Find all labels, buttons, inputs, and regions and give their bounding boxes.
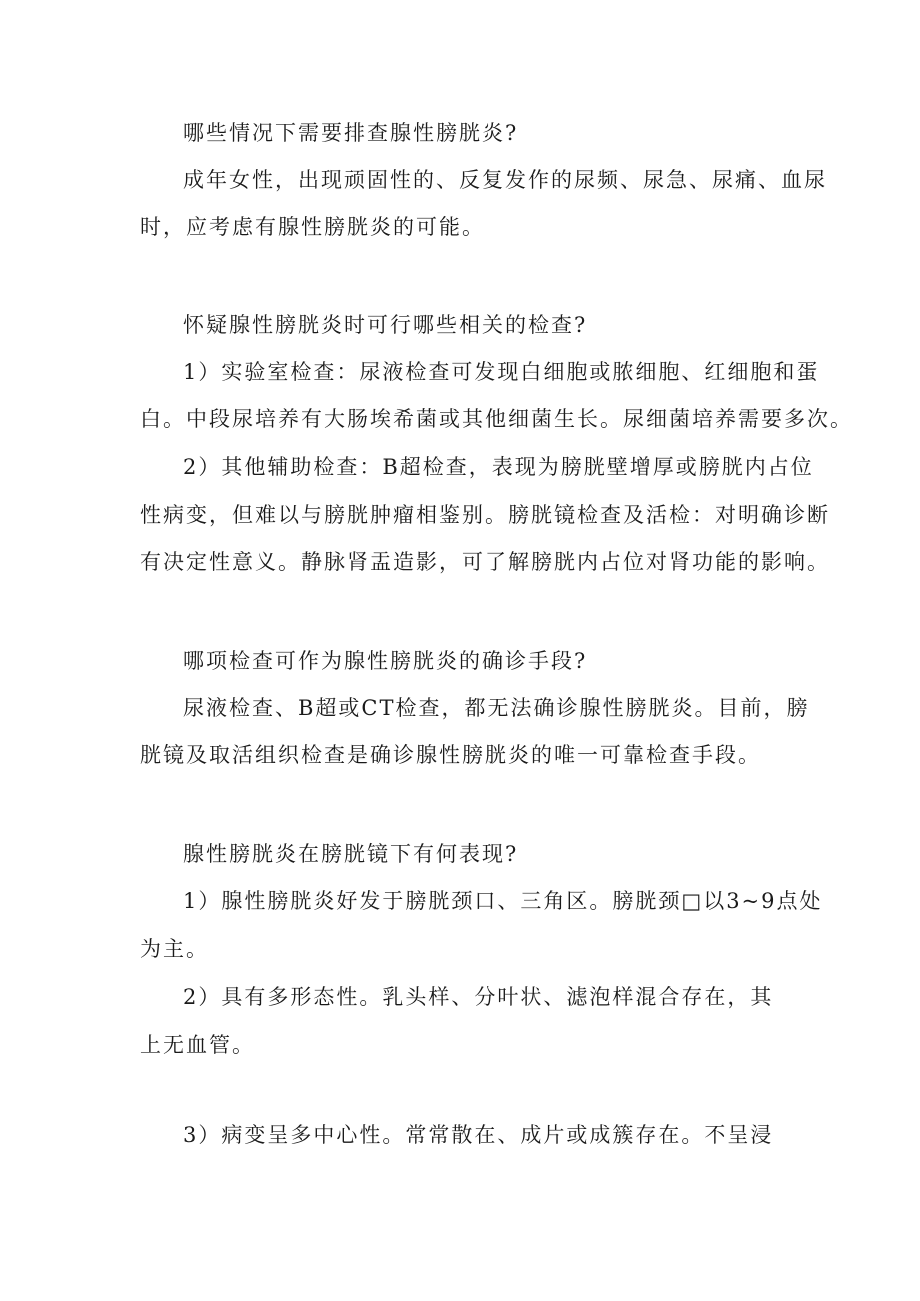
- section-4-paragraph-1-line-1: 1）腺性膀胱炎好发于膀胱颈口、三角区。膀胱颈□以3~9点处: [183, 889, 823, 913]
- section-2-paragraph-1-line-1: 1）实验室检查：尿液检查可发现白细胞或脓细胞、红细胞和蛋: [183, 360, 820, 384]
- section-2-paragraph-1-line-2: 白。中段尿培养有大肠埃希菌或其他细菌生长。尿细菌培养需要多次。: [140, 407, 853, 431]
- section-4-paragraph-2-line-1: 2）具有多形态性。乳头样、分叶状、滤泡样混合存在，其: [183, 985, 774, 1009]
- section-4-paragraph-2-line-2: 上无血管。: [140, 1033, 255, 1057]
- section-3-question: 哪项检查可作为腺性膀胱炎的确诊手段?: [183, 649, 588, 673]
- section-1-question: 哪些情况下需要排查腺性膀胱炎?: [183, 121, 519, 145]
- section-2-paragraph-2-line-2: 性病变，但难以与膀胱肿瘤相鉴别。膀胱镜检查及活检：对明确诊断: [140, 503, 830, 527]
- section-1-paragraph-1-line-1: 成年女性，出现顽固性的、反复发作的尿频、尿急、尿痛、血尿: [183, 168, 827, 192]
- section-4-question: 腺性膀胱炎在膀胱镜下有何表现?: [183, 842, 519, 866]
- section-2-paragraph-2-line-1: 2）其他辅助检查：B超检查，表现为膀胱壁增厚或膀胱内占位: [183, 455, 814, 479]
- section-4-paragraph-1-line-2: 为主。: [140, 937, 209, 961]
- section-3-paragraph-1-line-2: 胱镜及取活组织检查是确诊腺性膀胱炎的唯一可靠检查手段。: [140, 743, 761, 767]
- section-3-paragraph-1-line-1: 尿液检查、B超或CT检查，都无法确诊腺性膀胱炎。目前，膀: [183, 696, 810, 720]
- section-4-paragraph-3-line-1: 3）病变呈多中心性。常常散在、成片或成簇存在。不呈浸: [183, 1123, 774, 1147]
- section-1-paragraph-1-line-2: 时，应考虑有腺性膀胱炎的可能。: [140, 215, 485, 239]
- section-2-question: 怀疑腺性膀胱炎时可行哪些相关的检查?: [183, 313, 588, 337]
- section-2-paragraph-2-line-3: 有决定性意义。静脉肾盂造影，可了解膀胱内占位对肾功能的影响。: [140, 550, 830, 574]
